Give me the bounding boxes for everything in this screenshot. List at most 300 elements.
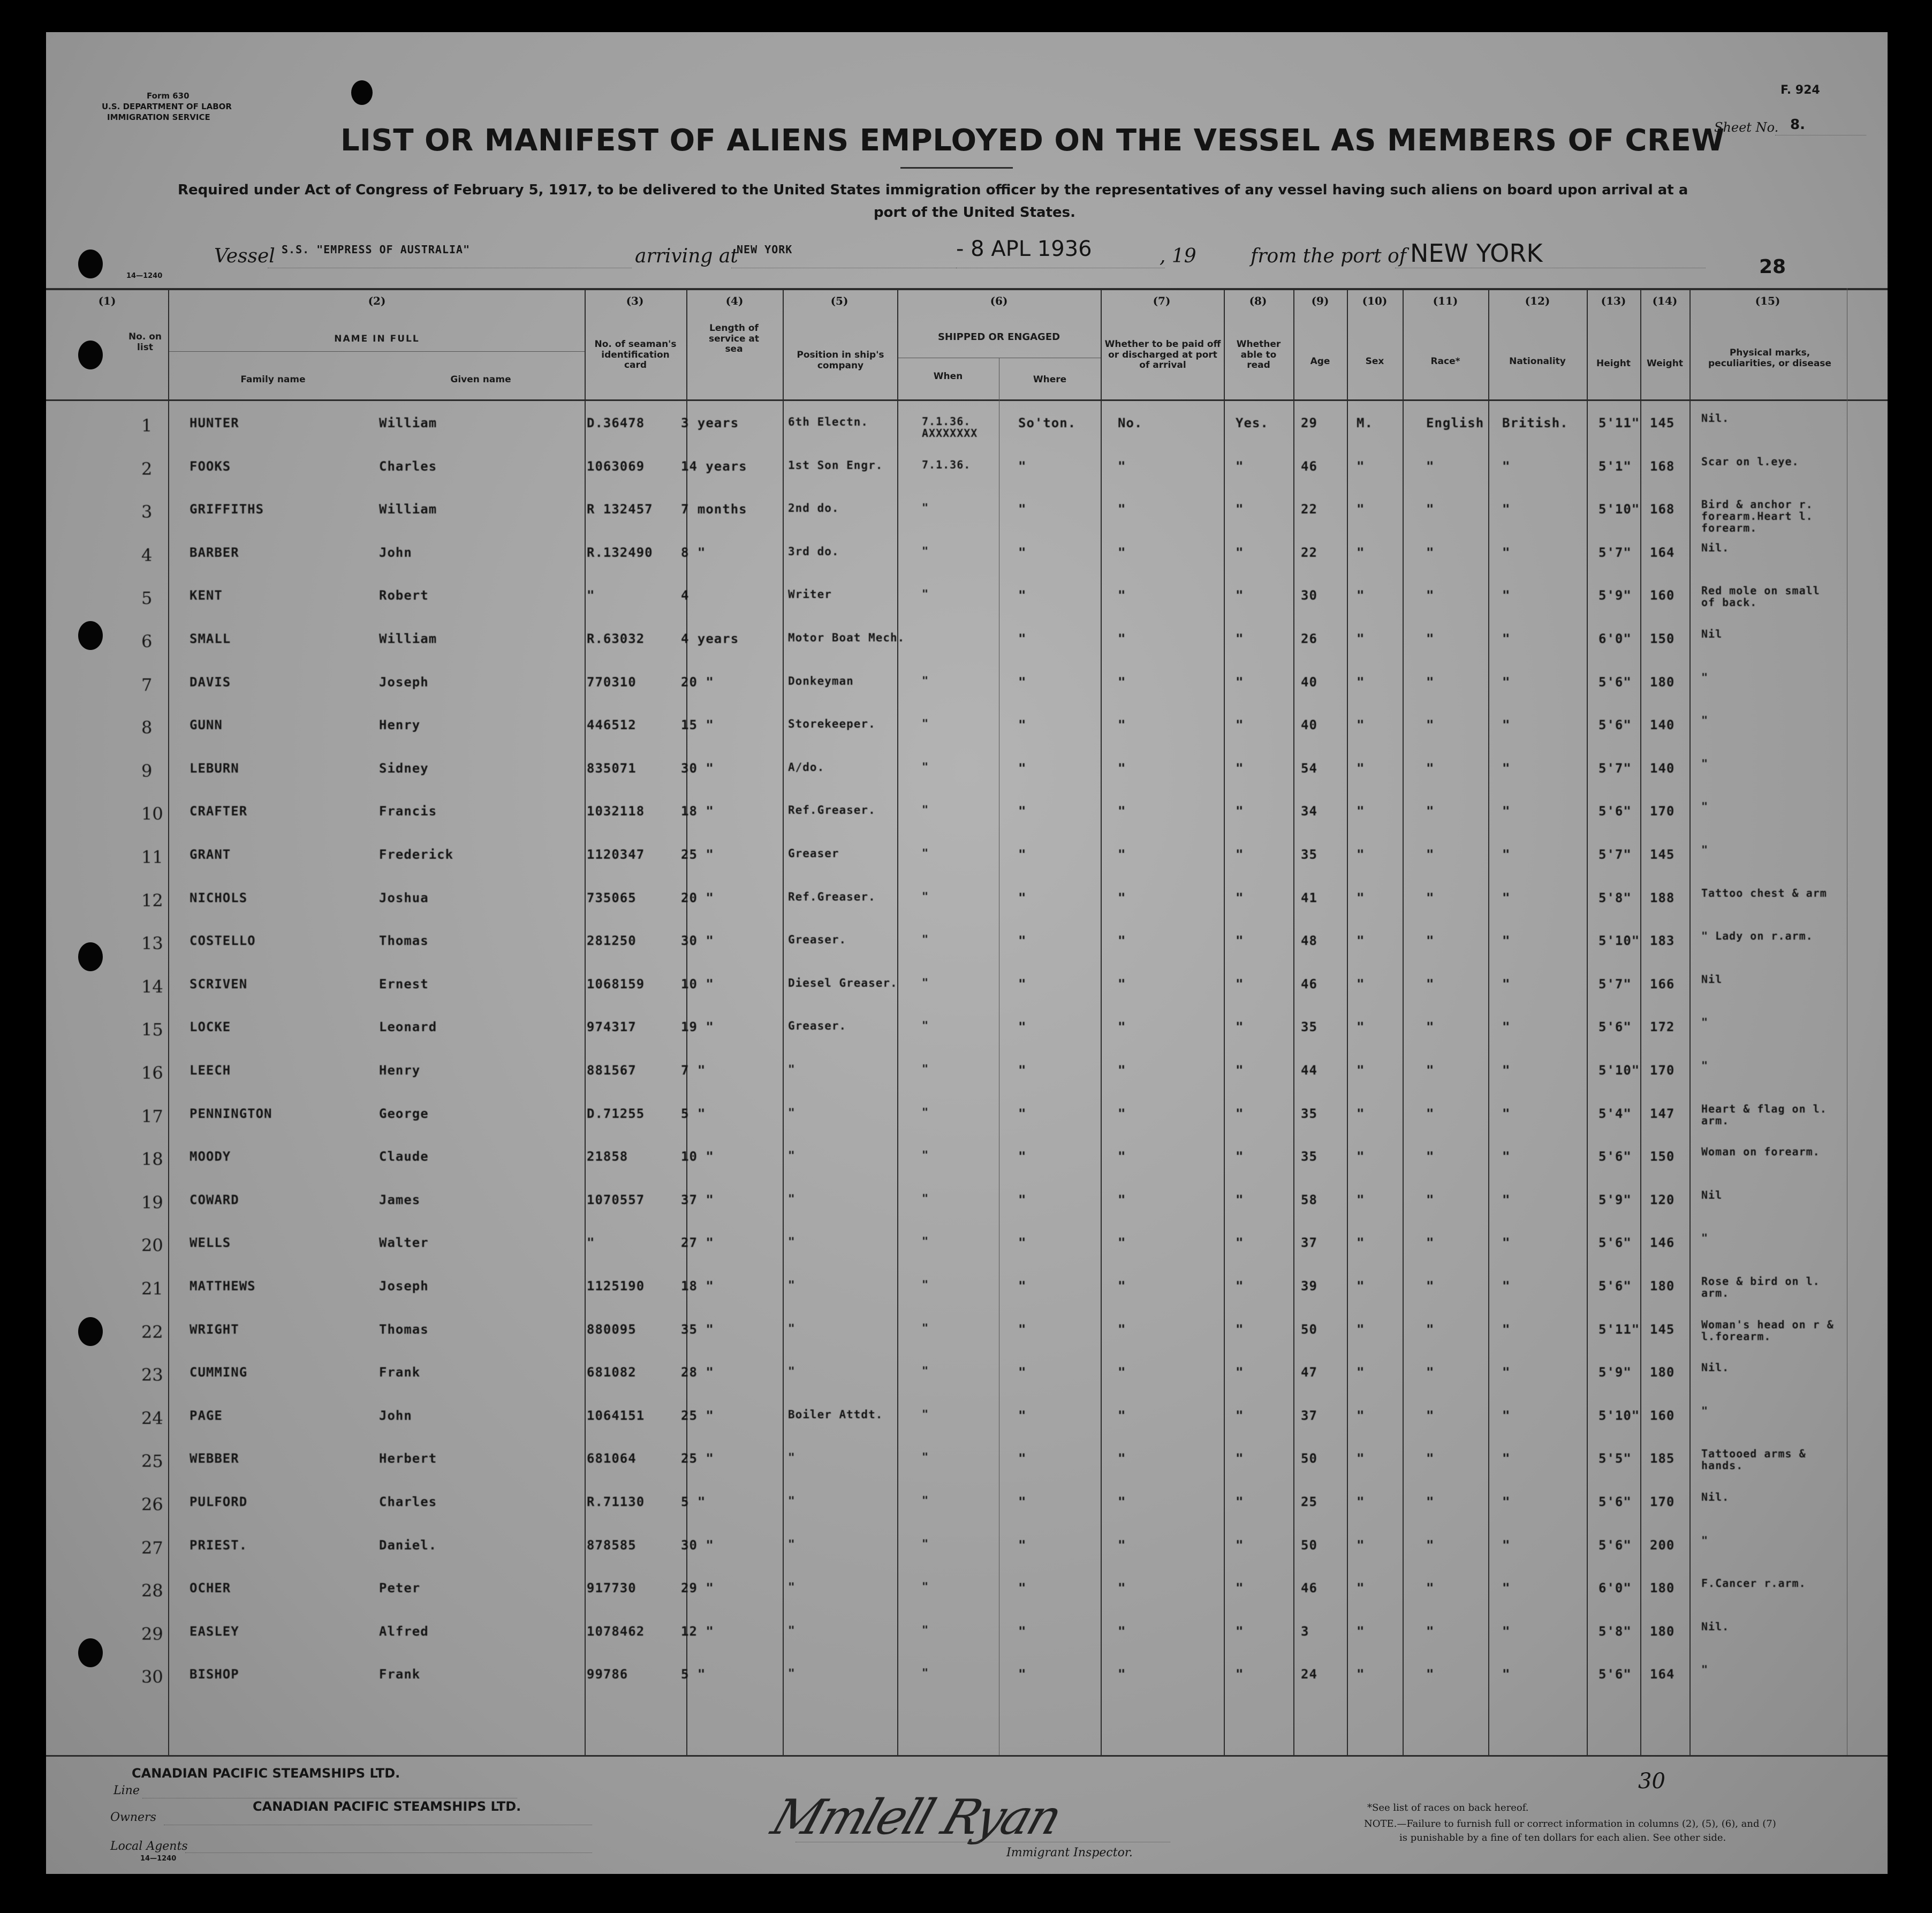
shipped-when: ": [922, 1148, 929, 1162]
shipped-when: ": [922, 933, 929, 946]
table-row: [46, 800, 1888, 846]
weight: 160: [1650, 1408, 1675, 1423]
height: 5'6": [1598, 1279, 1632, 1294]
id-card-number: 1063069: [587, 458, 645, 474]
col-num: (1): [98, 294, 116, 307]
header-sex: Sex: [1365, 356, 1384, 367]
header-physical-marks: Physical marks, peculiarities, or disease: [1708, 347, 1831, 369]
sex: ": [1357, 1235, 1365, 1251]
row-number: 11: [141, 847, 163, 867]
table-row: [46, 670, 1888, 717]
row-number: 24: [141, 1408, 163, 1428]
weight: 180: [1650, 1623, 1675, 1639]
able-to-read: ": [1236, 545, 1244, 560]
header-paid-off: Whether to be paid off or discharged at port of arrival: [1104, 339, 1221, 371]
given-name: John: [379, 545, 412, 560]
service-length: 18 ": [681, 1279, 714, 1294]
service-length: 35 ": [681, 1321, 714, 1337]
ship-position: ": [788, 1623, 795, 1637]
ship-position: Donkeyman: [788, 674, 854, 687]
sex: ": [1357, 458, 1365, 474]
paid-off: ": [1118, 717, 1126, 733]
vessel-label: Vessel: [214, 245, 275, 267]
id-card-number: R.71130: [587, 1494, 645, 1509]
physical-marks: Nil.: [1701, 1491, 1730, 1503]
age: 35: [1301, 847, 1317, 862]
given-name: Claude: [379, 1149, 429, 1165]
weight: 170: [1650, 1494, 1675, 1509]
able-to-read: ": [1236, 1494, 1244, 1509]
physical-marks: ": [1701, 670, 1709, 684]
height: 5'7": [1598, 847, 1632, 862]
sex: ": [1357, 1667, 1365, 1682]
height: 5'7": [1598, 976, 1632, 992]
nationality: ": [1502, 1623, 1511, 1639]
age: 50: [1301, 1321, 1317, 1337]
height: 5'6": [1598, 1667, 1632, 1682]
row-number: 13: [141, 933, 163, 954]
id-card-number: 1068159: [587, 976, 645, 992]
service-length: 7 months: [681, 502, 747, 517]
ship-position: Storekeeper.: [788, 717, 876, 731]
shipped-when: ": [922, 1191, 929, 1205]
family-name: KENT: [190, 588, 223, 603]
id-card-number: 1120347: [587, 847, 645, 862]
given-name: Thomas: [379, 933, 429, 949]
weight: 168: [1650, 502, 1675, 517]
row-number: 29: [141, 1623, 163, 1644]
nationality: ": [1502, 890, 1511, 905]
paid-off: ": [1118, 1149, 1126, 1165]
age: 35: [1301, 1149, 1317, 1165]
header-where: Where: [1033, 374, 1067, 385]
col-num: (8): [1249, 294, 1267, 307]
given-name: Frederick: [379, 847, 454, 862]
age: 50: [1301, 1537, 1317, 1553]
header-id-card: No. of seaman's identification card: [594, 339, 677, 371]
weight: 140: [1650, 760, 1675, 776]
id-card-number: 446512: [587, 717, 637, 733]
nationality: ": [1502, 1408, 1511, 1423]
nationality: ": [1502, 804, 1511, 819]
paid-off: ": [1118, 1581, 1126, 1596]
able-to-read: ": [1236, 1365, 1244, 1380]
service-length: 10 ": [681, 976, 714, 992]
row-number: 16: [141, 1063, 163, 1083]
id-card-number: R 132457: [587, 502, 653, 517]
paid-off: ": [1118, 1365, 1126, 1380]
id-card-number: 881567: [587, 1063, 637, 1078]
sex: ": [1357, 1494, 1365, 1509]
service-length: 10 ": [681, 1149, 714, 1165]
arriving-label: arriving at: [635, 245, 738, 267]
sheet-value: 8.: [1790, 117, 1805, 133]
footer-side-code: 14—1240: [140, 1855, 177, 1863]
col-num: (13): [1601, 294, 1626, 307]
id-card-number: 1125190: [587, 1279, 645, 1294]
sex: ": [1357, 1537, 1365, 1553]
row-number: 2: [141, 458, 153, 479]
weight: 150: [1650, 631, 1675, 646]
table-row: [46, 1447, 1888, 1494]
family-name: SMALL: [190, 631, 231, 646]
header-no-on-list: No. on list: [128, 331, 162, 353]
physical-marks: Nil: [1701, 627, 1723, 640]
height: 5'10": [1598, 933, 1640, 949]
row-number: 4: [141, 545, 153, 565]
sex: ": [1357, 1019, 1365, 1035]
physical-marks: Scar on l.eye.: [1701, 455, 1799, 468]
shipped-when: ": [922, 976, 929, 989]
physical-marks: Woman on forearm.: [1701, 1145, 1820, 1159]
weight: 180: [1650, 1365, 1675, 1380]
shipped-when: ": [922, 1623, 929, 1636]
id-card-number: D.71255: [587, 1106, 645, 1121]
shipped-when: ": [922, 1278, 929, 1291]
weight: 160: [1650, 588, 1675, 603]
sex: ": [1357, 1106, 1365, 1121]
nationality: British.: [1502, 415, 1569, 430]
physical-marks: ": [1701, 843, 1709, 856]
table-row: [46, 1318, 1888, 1365]
height: 5'6": [1598, 717, 1632, 733]
family-name: HUNTER: [190, 415, 239, 430]
local-agents-underline: [185, 1852, 592, 1853]
ship-position: ": [788, 1235, 795, 1249]
col-num: (12): [1525, 294, 1550, 307]
able-to-read: ": [1236, 1149, 1244, 1165]
shipped-where: So'ton.: [1018, 415, 1077, 430]
paid-off: ": [1118, 847, 1126, 862]
shipped-when: ": [922, 587, 929, 601]
service-length: 8 ": [681, 545, 706, 560]
given-name: Francis: [379, 804, 437, 819]
age: 54: [1301, 760, 1317, 776]
table-row: [46, 1404, 1888, 1451]
crew-table-body: [46, 32, 1888, 1874]
nationality: ": [1502, 1581, 1511, 1596]
weight: 166: [1650, 976, 1675, 992]
table-row: [46, 972, 1888, 1019]
weight: 180: [1650, 1581, 1675, 1596]
height: 5'10": [1598, 1408, 1640, 1423]
race: ": [1426, 1019, 1435, 1035]
table-row: [46, 498, 1888, 545]
service-length: 25 ": [681, 1408, 714, 1423]
paid-off: ": [1118, 976, 1126, 992]
given-name: George: [379, 1106, 429, 1121]
service: IMMIGRATION SERVICE: [107, 112, 210, 122]
local-agents-label: Local Agents: [110, 1840, 188, 1853]
given-name: Ernest: [379, 976, 429, 992]
family-name: MOODY: [190, 1149, 231, 1165]
row-number: 22: [141, 1321, 163, 1342]
row-number: 28: [141, 1581, 163, 1601]
table-row: [46, 455, 1888, 502]
height: 5'4": [1598, 1106, 1632, 1121]
weight: 145: [1650, 415, 1675, 430]
able-to-read: ": [1236, 1019, 1244, 1035]
race: ": [1426, 1106, 1435, 1121]
row-number: 20: [141, 1235, 163, 1256]
row-number: 14: [141, 976, 163, 997]
nationality: ": [1502, 588, 1511, 603]
inspector-signature: Mmlell Ryan: [764, 1789, 1067, 1846]
id-card-number: 878585: [587, 1537, 637, 1553]
physical-marks: " Lady on r.arm.: [1701, 929, 1813, 943]
id-card-number: 681082: [587, 1365, 637, 1380]
weight: 185: [1650, 1451, 1675, 1466]
ship-position: A/do.: [788, 760, 825, 774]
nationality: ": [1502, 717, 1511, 733]
ship-position: ": [788, 1149, 795, 1162]
race: ": [1426, 1279, 1435, 1294]
service-length: 30 ": [681, 933, 714, 949]
able-to-read: ": [1236, 890, 1244, 905]
height: 5'5": [1598, 1451, 1632, 1466]
line-value: CANADIAN PACIFIC STEAMSHIPS LTD.: [132, 1766, 400, 1781]
shipped-where: ": [1018, 545, 1027, 560]
family-name: GUNN: [190, 717, 223, 733]
col-num: (5): [830, 294, 848, 307]
subtitle-line-1: Required under Act of Congress of February 5, 1917, to be delivered to the United States immigration officer by the representatives of any vessel having such aliens on board upon arrival at a: [178, 182, 1688, 198]
ship-position: ": [788, 1321, 795, 1335]
paid-off: ": [1118, 1019, 1126, 1035]
family-name: BARBER: [190, 545, 239, 560]
race: ": [1426, 976, 1435, 992]
nationality: ": [1502, 1279, 1511, 1294]
subtitle-line-2: port of the United States.: [874, 205, 1075, 221]
ship-position: Boiler Attdt.: [788, 1408, 883, 1421]
physical-marks: Tattoo chest & arm: [1701, 886, 1827, 899]
table-row: [46, 757, 1888, 804]
given-name: Charles: [379, 458, 437, 474]
sex: ": [1357, 1192, 1365, 1207]
id-card-number: 735065: [587, 890, 637, 905]
trailing-number: 28: [1759, 256, 1786, 278]
department: U.S. DEPARTMENT OF LABOR: [102, 102, 232, 111]
ship-position: ": [788, 1063, 795, 1076]
id-card-number: ": [587, 1235, 595, 1251]
service-length: 15 ": [681, 717, 714, 733]
ship-position: Greaser: [788, 847, 839, 860]
id-card-number: ": [587, 588, 595, 603]
id-card-number: 974317: [587, 1019, 637, 1035]
table-row: [46, 843, 1888, 890]
service-length: 3 years: [681, 415, 739, 430]
sheet-label: Sheet No.: [1714, 120, 1779, 135]
given-name: Peter: [379, 1581, 421, 1596]
sex: ": [1357, 1279, 1365, 1294]
col-num: (3): [626, 294, 644, 307]
year-label: , 19: [1160, 245, 1196, 267]
race: ": [1426, 1235, 1435, 1251]
shipped-where: ": [1018, 1451, 1027, 1466]
race: ": [1426, 717, 1435, 733]
height: 6'0": [1598, 1581, 1632, 1596]
race: ": [1426, 1321, 1435, 1337]
height: 5'6": [1598, 1235, 1632, 1251]
row-number: 23: [141, 1365, 163, 1386]
able-to-read: ": [1236, 1321, 1244, 1337]
family-name: EASLEY: [190, 1623, 239, 1639]
row-number: 3: [141, 502, 153, 523]
height: 5'10": [1598, 1063, 1640, 1078]
from-port-value: NEW YORK: [1410, 239, 1543, 268]
able-to-read: ": [1236, 1279, 1244, 1294]
shipped-when: ": [922, 803, 929, 816]
physical-marks: Nil.: [1701, 412, 1730, 425]
paid-off: No.: [1118, 415, 1143, 430]
physical-marks: Bird & anchor r. forearm.Heart l. forearm.: [1701, 498, 1813, 535]
form-side-code: 14—1240: [126, 272, 163, 280]
family-name: COSTELLO: [190, 933, 256, 949]
age: 34: [1301, 804, 1317, 819]
family-name: LOCKE: [190, 1019, 231, 1035]
row-number: 17: [141, 1106, 163, 1126]
shipped-when: ": [922, 1407, 929, 1420]
shipped-where: ": [1018, 1494, 1027, 1509]
service-length: 25 ": [681, 847, 714, 862]
ship-position: Greaser.: [788, 1019, 847, 1033]
shipped-when: ": [922, 1580, 929, 1593]
age: 40: [1301, 674, 1317, 690]
able-to-read: ": [1236, 1537, 1244, 1553]
shipped-when: ": [922, 501, 929, 515]
race: ": [1426, 1192, 1435, 1207]
height: 5'6": [1598, 804, 1632, 819]
row-number: 21: [141, 1279, 163, 1299]
row-number: 7: [141, 674, 153, 695]
weight: 150: [1650, 1149, 1675, 1165]
shipped-where: ": [1018, 1623, 1027, 1639]
table-row: [46, 886, 1888, 933]
family-name: NICHOLS: [190, 890, 248, 905]
height: 6'0": [1598, 631, 1632, 646]
race: ": [1426, 631, 1435, 646]
race: ": [1426, 933, 1435, 949]
sex: ": [1357, 890, 1365, 905]
weight: 145: [1650, 847, 1675, 862]
age: 50: [1301, 1451, 1317, 1466]
family-name: FOOKS: [190, 458, 231, 474]
sex: ": [1357, 760, 1365, 776]
shipped-where: ": [1018, 804, 1027, 819]
able-to-read: Yes.: [1236, 415, 1269, 430]
race: ": [1426, 1408, 1435, 1423]
shipped-where: ": [1018, 890, 1027, 905]
able-to-read: ": [1236, 760, 1244, 776]
row-number: 27: [141, 1537, 163, 1558]
height: 5'11": [1598, 1321, 1640, 1337]
family-name: OCHER: [190, 1581, 231, 1596]
nationality: ": [1502, 674, 1511, 690]
row-number: 1: [141, 415, 153, 436]
header-height: Height: [1596, 358, 1631, 369]
paid-off: ": [1118, 1321, 1126, 1337]
physical-marks: Nil: [1701, 1188, 1723, 1201]
shipped-where: ": [1018, 1279, 1027, 1294]
service-length: 25 ": [681, 1451, 714, 1466]
physical-marks: Nil.: [1701, 1620, 1730, 1633]
weight: 168: [1650, 458, 1675, 474]
shipped-where: ": [1018, 631, 1027, 646]
form-number: Form 630: [147, 91, 190, 101]
able-to-read: ": [1236, 674, 1244, 690]
height: 5'11": [1598, 415, 1640, 430]
col-num: (11): [1433, 294, 1458, 307]
nationality: ": [1502, 1537, 1511, 1553]
nationality: ": [1502, 1192, 1511, 1207]
weight: 170: [1650, 804, 1675, 819]
table-row: [46, 584, 1888, 631]
height: 5'6": [1598, 1537, 1632, 1553]
age: 46: [1301, 976, 1317, 992]
shipped-where: ": [1018, 933, 1027, 949]
weight: 140: [1650, 717, 1675, 733]
vessel-value: S.S. "EMPRESS OF AUSTRALIA": [282, 243, 471, 256]
shipped-when: ": [922, 760, 929, 773]
header-name-in-full: NAME IN FULL: [334, 334, 420, 344]
nationality: ": [1502, 976, 1511, 992]
ship-position: ": [788, 1279, 795, 1291]
shipped-where: ": [1018, 760, 1027, 776]
paid-off: ": [1118, 1623, 1126, 1639]
physical-marks: ": [1701, 714, 1709, 727]
shipped-when: ": [922, 1364, 929, 1378]
age: 22: [1301, 502, 1317, 517]
service-length: 37 ": [681, 1192, 714, 1207]
family-name: PRIEST.: [190, 1537, 248, 1553]
id-card-number: 917730: [587, 1581, 637, 1596]
family-name: SCRIVEN: [190, 976, 248, 992]
race: ": [1426, 502, 1435, 517]
line-label: Line: [113, 1784, 140, 1797]
paid-off: ": [1118, 631, 1126, 646]
id-card-number: 21858: [587, 1149, 628, 1165]
nationality: ": [1502, 502, 1511, 517]
age: 37: [1301, 1408, 1317, 1423]
given-name: Robert: [379, 588, 429, 603]
table-row: [46, 1663, 1888, 1710]
shipped-when: ": [922, 544, 929, 557]
height: 5'7": [1598, 760, 1632, 776]
physical-marks: ": [1701, 1016, 1709, 1029]
paid-off: ": [1118, 804, 1126, 819]
nationality: ": [1502, 631, 1511, 646]
given-name: Joseph: [379, 1279, 429, 1294]
id-card-number: 681064: [587, 1451, 637, 1466]
family-name: GRIFFITHS: [190, 502, 264, 517]
given-name: Leonard: [379, 1019, 437, 1035]
nationality: ": [1502, 1494, 1511, 1509]
service-length: 5 ": [681, 1106, 706, 1121]
weight: 200: [1650, 1537, 1675, 1553]
able-to-read: ": [1236, 847, 1244, 862]
header-shipped-engaged: SHIPPED OR ENGAGED: [937, 331, 1060, 343]
sex: ": [1357, 933, 1365, 949]
service-length: 5 ": [681, 1667, 706, 1682]
table-row: [46, 412, 1888, 458]
paid-off: ": [1118, 1537, 1126, 1553]
id-card-number: R.132490: [587, 545, 653, 560]
service-length: 4 years: [681, 631, 739, 646]
race: ": [1426, 847, 1435, 862]
row-number: 6: [141, 631, 153, 652]
given-name: William: [379, 502, 437, 517]
shipped-where: ": [1018, 1106, 1027, 1121]
ship-position: 2nd do.: [788, 502, 839, 515]
